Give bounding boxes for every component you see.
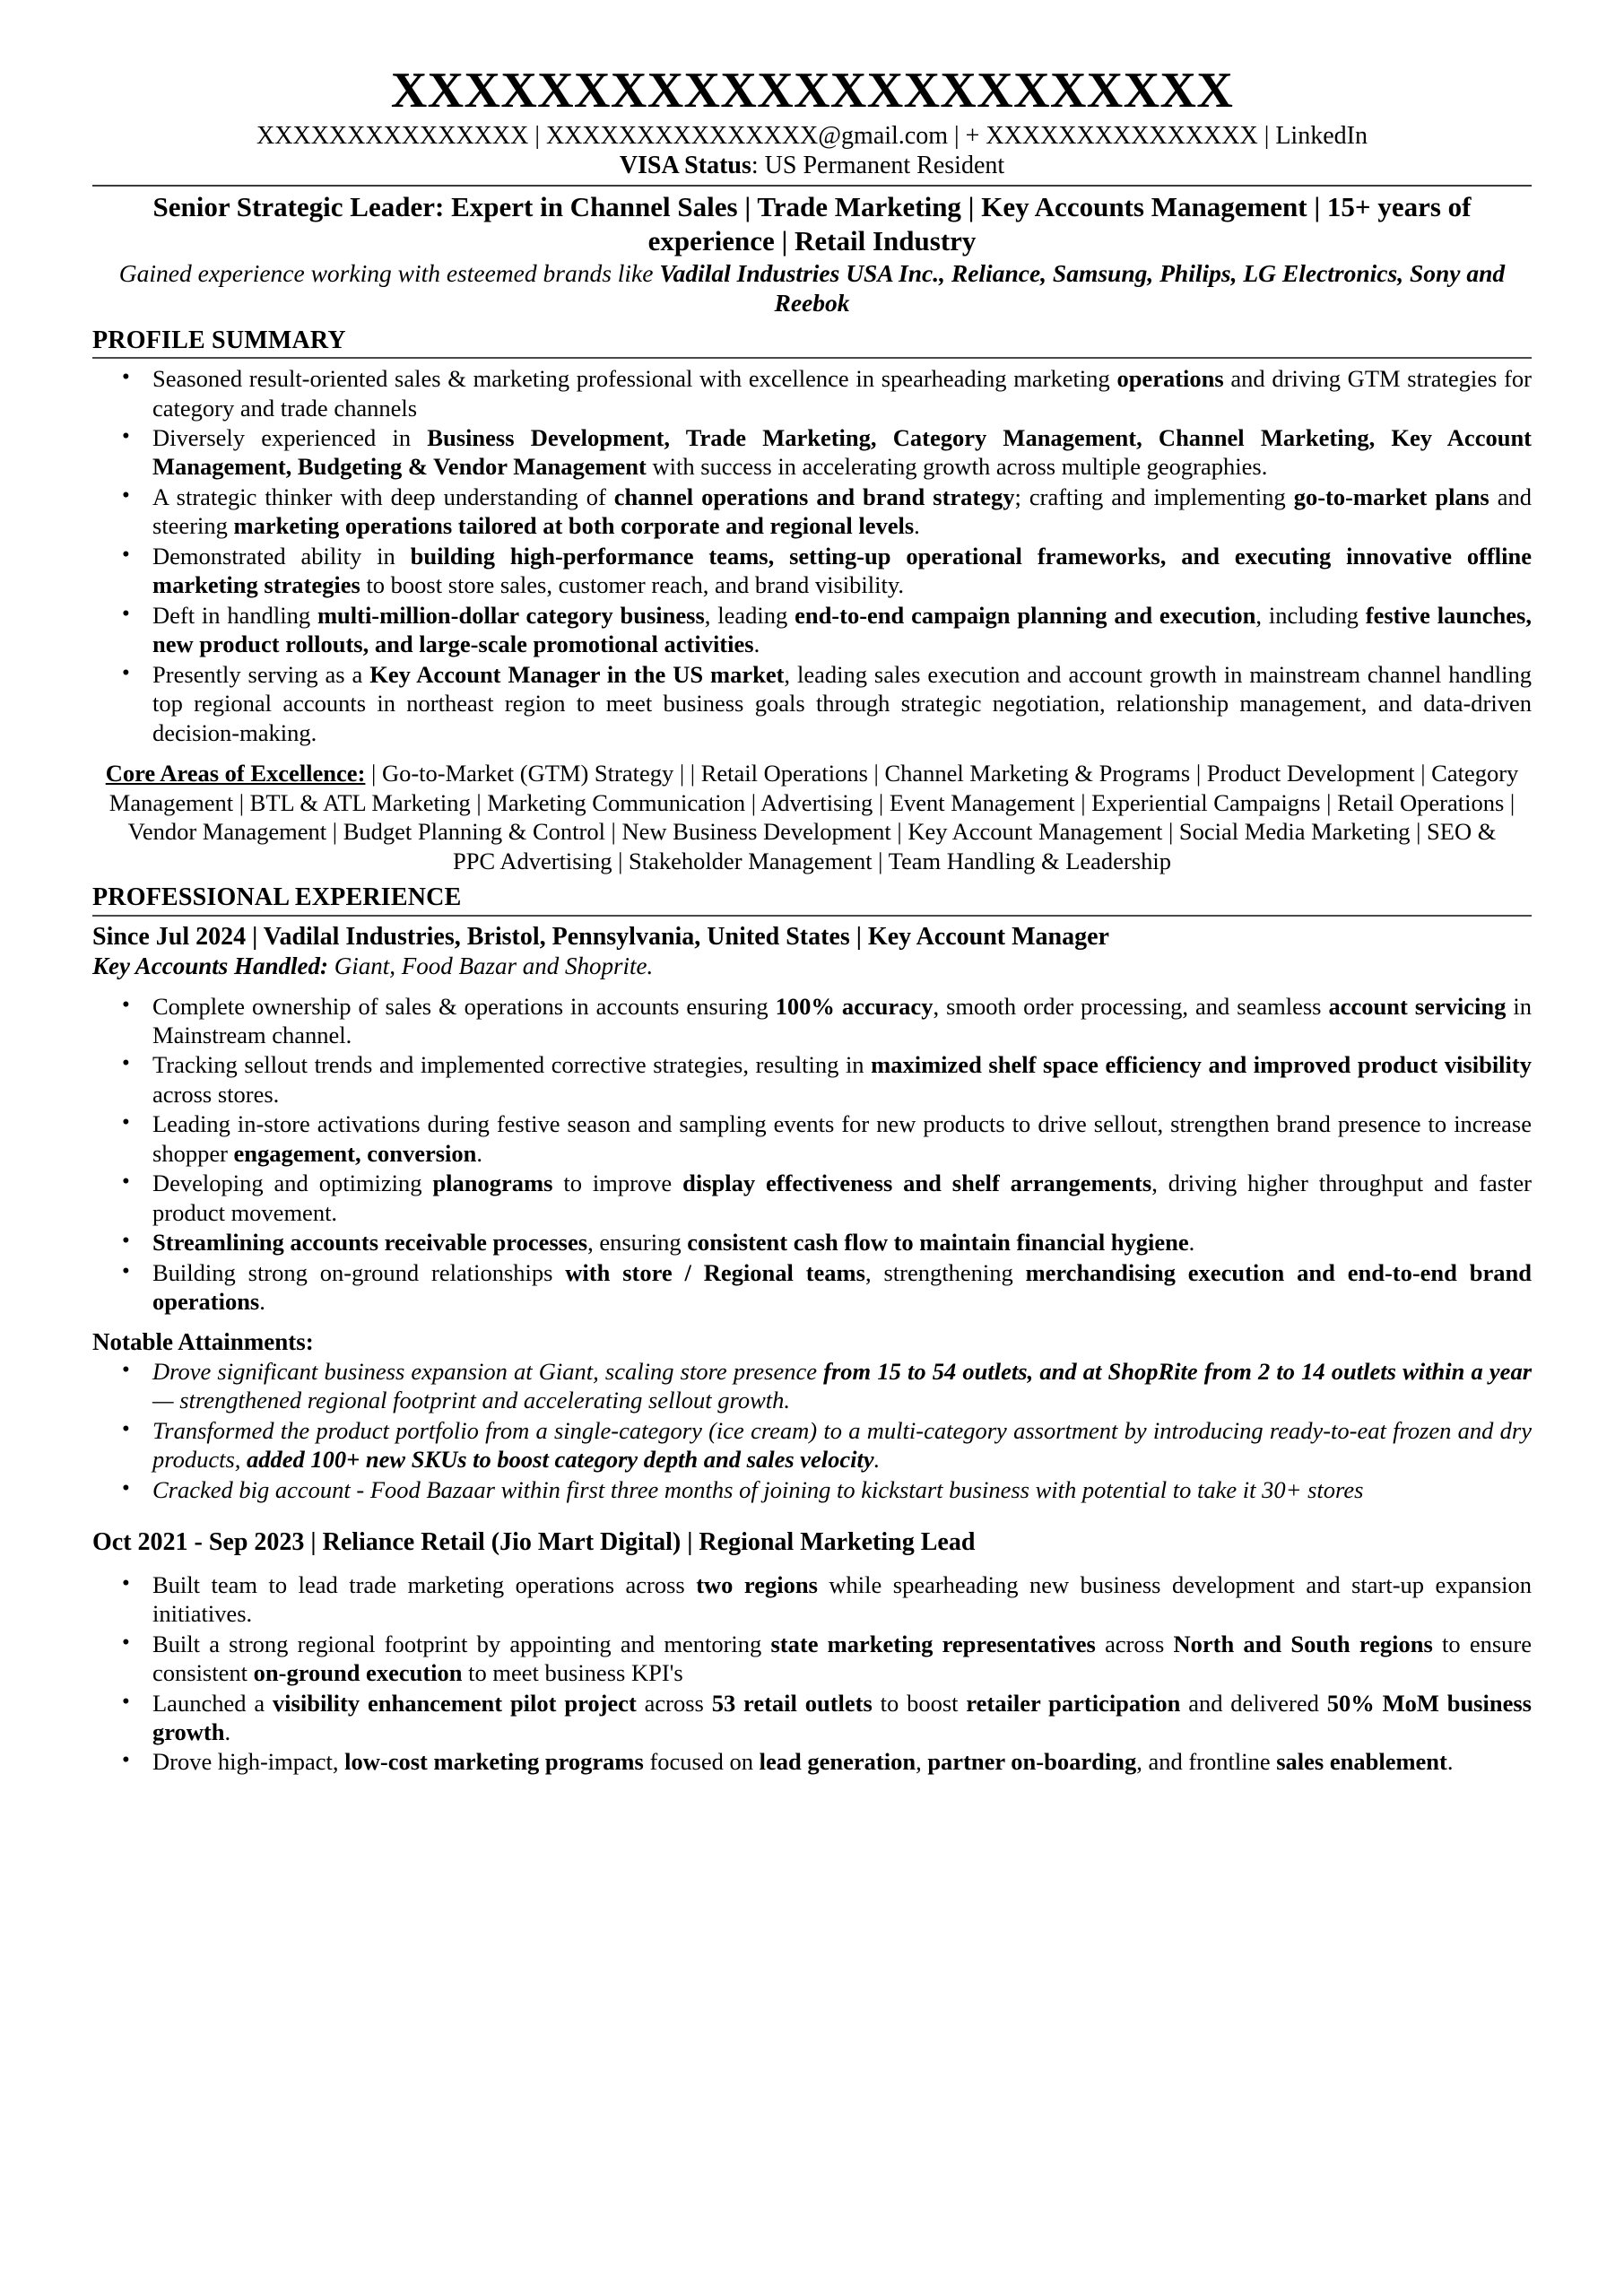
bold-run: multi-million-dollar category business — [317, 601, 705, 629]
profile-summary-item — [92, 483, 1532, 541]
text-run: in Mainstream channel. — [152, 992, 1533, 1048]
bold-run: on-ground execution — [253, 1659, 463, 1687]
text-run: Leading in-store activations during festive season and sampling events for new products to drive sellout, strengthen brand presence to increase shopper — [152, 1110, 1532, 1167]
experience-job — [92, 1527, 1532, 1777]
job-bullet-item — [92, 1689, 1532, 1747]
text-run: and driving GTM strategies for category and trade channels — [152, 365, 1532, 422]
text-run: to boost store sales, customer reach, and brand visibility. — [360, 571, 904, 599]
header-divider — [92, 185, 1532, 187]
text-run: Presently serving as a — [152, 660, 370, 688]
text-run: Complete ownership of sales & operations in accounts ensuring — [152, 992, 776, 1020]
text-run: to improve — [552, 1170, 683, 1197]
visa-status-label: VISA Status — [619, 151, 751, 179]
text-run: . — [476, 1139, 483, 1167]
text-run: . — [224, 1718, 231, 1746]
bold-italic-run: from 15 to 54 outlets, and at ShopRite from 2 to 14 outlets within a year — [823, 1357, 1533, 1385]
notable-attainment-item — [92, 1416, 1532, 1474]
text-run: Seasoned result-oriented sales & marketing professional with excellence in spearheading marketing — [152, 365, 1117, 393]
bold-run: 50% MoM business growth — [152, 1689, 1532, 1746]
bold-run: channel operations and brand strategy — [613, 483, 1015, 510]
text-run: Built a strong regional footprint by appointing and mentoring — [152, 1630, 771, 1657]
profile-summary-item — [92, 423, 1532, 482]
italic-run: Transformed the product portfolio from a single-category (ice cream) to a multi-category assortment by introducing ready-to-eat frozen and dry products, — [152, 1416, 1532, 1474]
visa-status-line — [92, 151, 1532, 181]
text-run: focused on — [643, 1748, 760, 1776]
bold-run: low-cost marketing programs — [344, 1748, 644, 1776]
bold-run: state marketing representatives — [770, 1630, 1096, 1657]
profile-summary-list — [92, 364, 1532, 747]
brands-prefix: Gained experience working with esteemed brands like — [118, 258, 660, 287]
profile-summary-item — [92, 364, 1532, 422]
bold-run: planograms — [432, 1170, 553, 1197]
job-heading: Since Jul 2024 | Vadilal Industries, Bristol, Pennsylvania, United States | Key Account Manager — [92, 922, 1109, 951]
text-run: to boost — [872, 1689, 967, 1717]
italic-run: — strengthened regional footprint and accelerating sellout growth. — [152, 1387, 791, 1414]
text-run: . — [753, 631, 760, 658]
job-heading: Oct 2021 - Sep 2023 | Reliance Retail (Jio Mart Digital) | Regional Marketing Lead — [92, 1528, 976, 1557]
brands-list: Vadilal Industries USA Inc., Reliance, Samsung, Philips, LG Electronics, Sony and Reebok — [659, 258, 1506, 317]
text-run: , including — [1255, 601, 1366, 629]
visa-status-value: : US Permanent Resident — [751, 151, 1005, 179]
job-bullet-item — [92, 1109, 1532, 1168]
experience-job — [92, 922, 1532, 1505]
professional-headline: Senior Strategic Leader: Expert in Channel Sales | Trade Marketing | Key Accounts Management | 15+ years of experience | Retail Industry — [152, 191, 1472, 257]
key-accounts-handled — [92, 952, 1532, 980]
notable-attainments-heading: Notable Attainments: — [92, 1327, 314, 1355]
text-run: Diversely experienced in — [152, 423, 428, 451]
bold-run: visibility enhancement pilot project — [272, 1689, 637, 1717]
bold-run: consistent cash flow to maintain financial hygiene — [687, 1229, 1189, 1257]
text-run: . — [1188, 1229, 1195, 1257]
profile-summary-divider — [92, 357, 1532, 359]
text-run: across — [1095, 1630, 1174, 1657]
text-run: Built team to lead trade marketing operations across — [152, 1570, 697, 1598]
bold-run: North and South regions — [1173, 1630, 1433, 1657]
profile-summary-item — [92, 542, 1532, 600]
job-bullet-item — [92, 1258, 1532, 1317]
text-run: ; crafting and implementing — [1014, 483, 1294, 510]
text-run: while spearheading new business development and start-up expansion initiatives. — [152, 1570, 1533, 1628]
text-run: and steering — [152, 483, 1532, 540]
text-run: Demonstrated ability in — [152, 542, 411, 570]
text-run: , leading — [704, 601, 795, 629]
bold-run: Key Account Manager in the US market — [369, 660, 785, 688]
job-bullet-item — [92, 1169, 1532, 1227]
bold-run: 100% accuracy — [775, 992, 934, 1020]
italic-run: . — [873, 1446, 881, 1474]
core-areas-block — [92, 759, 1532, 875]
text-run: Tracking sellout trends and implemented corrective strategies, resulting in — [152, 1051, 872, 1079]
job-bullet-item — [92, 1630, 1532, 1688]
candidate-name: XXXXXXXXXXXXXXXXXXXXXXX — [390, 63, 1234, 118]
notable-attainments-list — [92, 1357, 1532, 1504]
text-run: A strategic thinker with deep understanding of — [152, 483, 614, 510]
text-run: Building strong on-ground relationships — [152, 1258, 566, 1286]
core-areas-text: | Go-to-Market (GTM) Strategy | | Retail Operations | Channel Marketing & Programs | Product Development | Category Management | BTL & ATL Marketing | Marketing Communication | Advertising | Event Management | Experiential Campaigns | Retail Operations | Vendor Management | Budget Planning & Control | New Business Development | Key Account Management | Social Media Marketing | SEO & PPC Advertising | Stakeholder Management | Team Handling & Leadership — [109, 759, 1519, 874]
job-bullet-list — [92, 992, 1532, 1317]
profile-summary-item — [92, 601, 1532, 659]
bold-run: sales enablement — [1276, 1748, 1447, 1776]
text-run: , ensuring — [587, 1229, 688, 1257]
job-bullet-item — [92, 1228, 1532, 1257]
text-run: . — [259, 1288, 265, 1316]
bold-run: lead generation — [759, 1748, 916, 1776]
text-run: . — [914, 512, 920, 540]
text-run: to meet business KPI's — [462, 1659, 683, 1687]
text-run: , — [916, 1748, 928, 1776]
text-run: , leading sales execution and account growth in mainstream channel handling top regional accounts in northeast region to meet business goals through strategic negotiation, relationship management, and data-driven decision-making. — [152, 660, 1532, 746]
experience-list — [92, 922, 1532, 1777]
bold-run: partner on-boarding — [927, 1748, 1137, 1776]
job-bullet-list — [92, 1570, 1532, 1777]
job-bullet-item — [92, 1747, 1532, 1776]
bold-run: maximized shelf space efficiency and improved product visibility — [871, 1051, 1532, 1079]
bold-run: Streamlining accounts receivable processes — [152, 1229, 588, 1257]
text-run: Drove high-impact, — [152, 1748, 345, 1776]
text-run: , strengthening — [864, 1258, 1026, 1286]
text-run: with success in accelerating growth across multiple geographies. — [646, 453, 1268, 481]
section-title-profile-summary: PROFILE SUMMARY — [92, 326, 346, 354]
text-run: Developing and optimizing — [152, 1170, 433, 1197]
bold-run: go-to-market plans — [1293, 483, 1489, 510]
core-areas-label: Core Areas of Excellence: — [105, 759, 366, 787]
resume-content — [92, 65, 1532, 1777]
brands-line — [92, 258, 1532, 318]
bold-run: two regions — [696, 1570, 818, 1598]
text-run: Launched a — [152, 1689, 273, 1717]
professional-experience-divider — [92, 915, 1532, 917]
text-run: , and frontline — [1136, 1748, 1277, 1776]
profile-summary-item — [92, 660, 1532, 747]
key-accounts-value: Giant, Food Bazar and Shoprite. — [328, 952, 654, 980]
bold-run: building high-performance teams, setting-up operational frameworks, and executing innovative offline marketing strategies — [152, 542, 1532, 599]
text-run: , driving higher throughput and faster product movement. — [152, 1170, 1532, 1226]
bold-run: display effectiveness and shelf arrangements — [682, 1170, 1152, 1197]
bold-run: festive launches, new product rollouts, and large-scale promotional activities — [152, 601, 1532, 658]
section-title-professional-experience: PROFESSIONAL EXPERIENCE — [92, 883, 462, 912]
text-run: Deft in handling — [152, 601, 317, 629]
key-accounts-label: Key Accounts Handled: — [92, 952, 328, 980]
bold-run: Business Development, Trade Marketing, Category Management, Channel Marketing, Key Account Management, Budgeting & Vendor Management — [152, 423, 1533, 481]
bold-italic-run: added 100+ new SKUs to boost category depth and sales velocity — [247, 1446, 874, 1474]
bold-run: with store / Regional teams — [565, 1258, 865, 1286]
text-run: , smooth order processing, and seamless — [933, 992, 1329, 1020]
text-run: and delivered — [1180, 1689, 1327, 1717]
text-run: across stores. — [152, 1080, 280, 1108]
notable-attainment-item — [92, 1357, 1532, 1415]
job-bullet-item — [92, 992, 1532, 1050]
text-run: to ensure consistent — [152, 1630, 1533, 1687]
text-run: across — [636, 1689, 712, 1717]
bold-run: account servicing — [1328, 992, 1507, 1020]
notable-attainment-item — [92, 1475, 1532, 1504]
bold-run: operations — [1116, 365, 1224, 393]
job-bullet-item — [92, 1050, 1532, 1109]
bold-run: marketing operations tailored at both corporate and regional levels — [233, 512, 915, 540]
bold-run: merchandising execution and end-to-end brand operations — [152, 1258, 1532, 1316]
job-bullet-item — [92, 1570, 1532, 1629]
bold-run: retailer participation — [966, 1689, 1181, 1717]
text-run: . — [1446, 1748, 1454, 1776]
italic-run: Cracked big account - Food Bazaar within first three months of joining to kickstart business with potential to take it 30+ stores — [152, 1475, 1364, 1503]
contact-line: XXXXXXXXXXXXXXX | XXXXXXXXXXXXXXX@gmail.com | + XXXXXXXXXXXXXXX | LinkedIn — [256, 121, 1368, 150]
italic-run: Drove significant business expansion at Giant, scaling store presence — [152, 1357, 824, 1385]
bold-run: 53 retail outlets — [711, 1689, 873, 1717]
bold-run: engagement, conversion — [233, 1139, 477, 1167]
bold-run: end-to-end campaign planning and execution — [795, 601, 1256, 629]
